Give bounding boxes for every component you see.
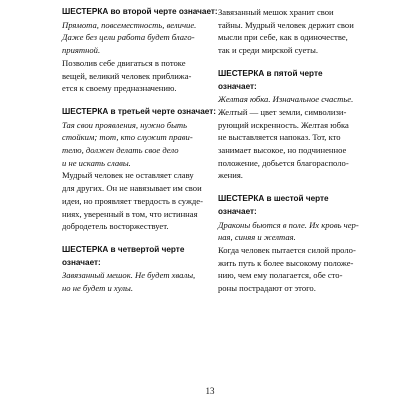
commentary-line: вещей, великий человек приближа- <box>62 70 192 81</box>
section-heading: ШЕСТЕРКА в пятой черте <box>218 68 323 78</box>
commentary-line: занимает высокое, но подчиненное <box>218 145 347 156</box>
commentary-line: Позволив себе двигаться в потоке <box>62 57 186 68</box>
section-heading: ШЕСТЕРКА в шестой черте <box>218 194 329 204</box>
section-six-fifth-line <box>218 68 382 182</box>
commentary-line: идеи, но проявляет твердость в сужде- <box>62 195 203 206</box>
quote-line: Прямота, повсеместность, величие. <box>62 19 197 30</box>
section-continuation <box>218 6 382 57</box>
left-column <box>62 6 226 295</box>
commentary-line: рующий искренность. Желтая юбка <box>218 119 349 130</box>
section-six-sixth-line <box>218 193 382 295</box>
commentary-line: положение, добьется благорасполо- <box>218 157 349 168</box>
section-heading: означает: <box>218 206 257 216</box>
section-six-third-line <box>62 106 226 233</box>
quote-line: и не искать славы. <box>62 157 131 168</box>
commentary-line: не выставляется напоказ. Тот, кто <box>218 132 341 143</box>
quote-line: приятной. <box>62 45 101 56</box>
commentary-line: нию, чем ему полагается, обе сто- <box>218 270 343 281</box>
quote-line: Желтая юбка. Изначальное счастье. <box>218 94 354 105</box>
commentary-line: Завязанный мешок хранит свои <box>218 7 334 17</box>
commentary-line: Желтый — цвет земли, символизи- <box>218 106 347 117</box>
commentary-line: мысли при себе, как в одиночестве, <box>218 32 348 43</box>
section-heading: означает: <box>218 81 257 91</box>
section-heading: ШЕСТЕРКА во второй черте означает: <box>62 7 218 16</box>
page-number: 13 <box>205 386 215 396</box>
commentary-line: ниях, уверенный в том, что истинная <box>62 208 198 219</box>
commentary-line: жения. <box>218 170 243 181</box>
commentary-line: роны пострадают от этого. <box>218 283 316 294</box>
commentary-line: добродетель восторжествует. <box>62 221 169 232</box>
section-heading: ШЕСТЕРКА в третьей черте означает: <box>62 106 216 116</box>
commentary-line: так и среди мирской суеты. <box>218 45 318 56</box>
quote-line: ная, синяя и желтая. <box>218 232 296 243</box>
section-six-fourth-line <box>62 244 226 295</box>
quote-line: Даже без цели работа будет благо- <box>62 32 195 43</box>
quote-line: Драконы бьются в поле. Их кровь чер- <box>218 219 359 230</box>
quote-line: Тая свои проявления, нужно быть <box>62 119 188 130</box>
right-column <box>218 6 382 295</box>
commentary-line: Мудрый человек не оставляет славу <box>62 170 194 181</box>
commentary-line: Когда человек пытается силой проло- <box>218 244 356 255</box>
quote-line: но не будет и хулы. <box>62 283 133 294</box>
quote-line: телю, должен делать свое дело <box>62 145 179 156</box>
section-heading: означает: <box>62 257 101 267</box>
commentary-line: ется к своему предназначению. <box>62 83 177 94</box>
commentary-line: жить путь к более высокому положе- <box>218 257 354 268</box>
commentary-line: тайны. Мудрый человек держит свои <box>218 19 354 30</box>
commentary-line: для других. Он не навязывает им свои <box>62 183 202 194</box>
section-heading: ШЕСТЕРКА в четвертой черте <box>62 244 185 254</box>
section-six-second-line <box>62 6 226 95</box>
quote-line: стойким; тот, кто служит прави- <box>62 132 193 143</box>
quote-line: Завязанный мешок. Не будет хвалы, <box>62 270 196 281</box>
